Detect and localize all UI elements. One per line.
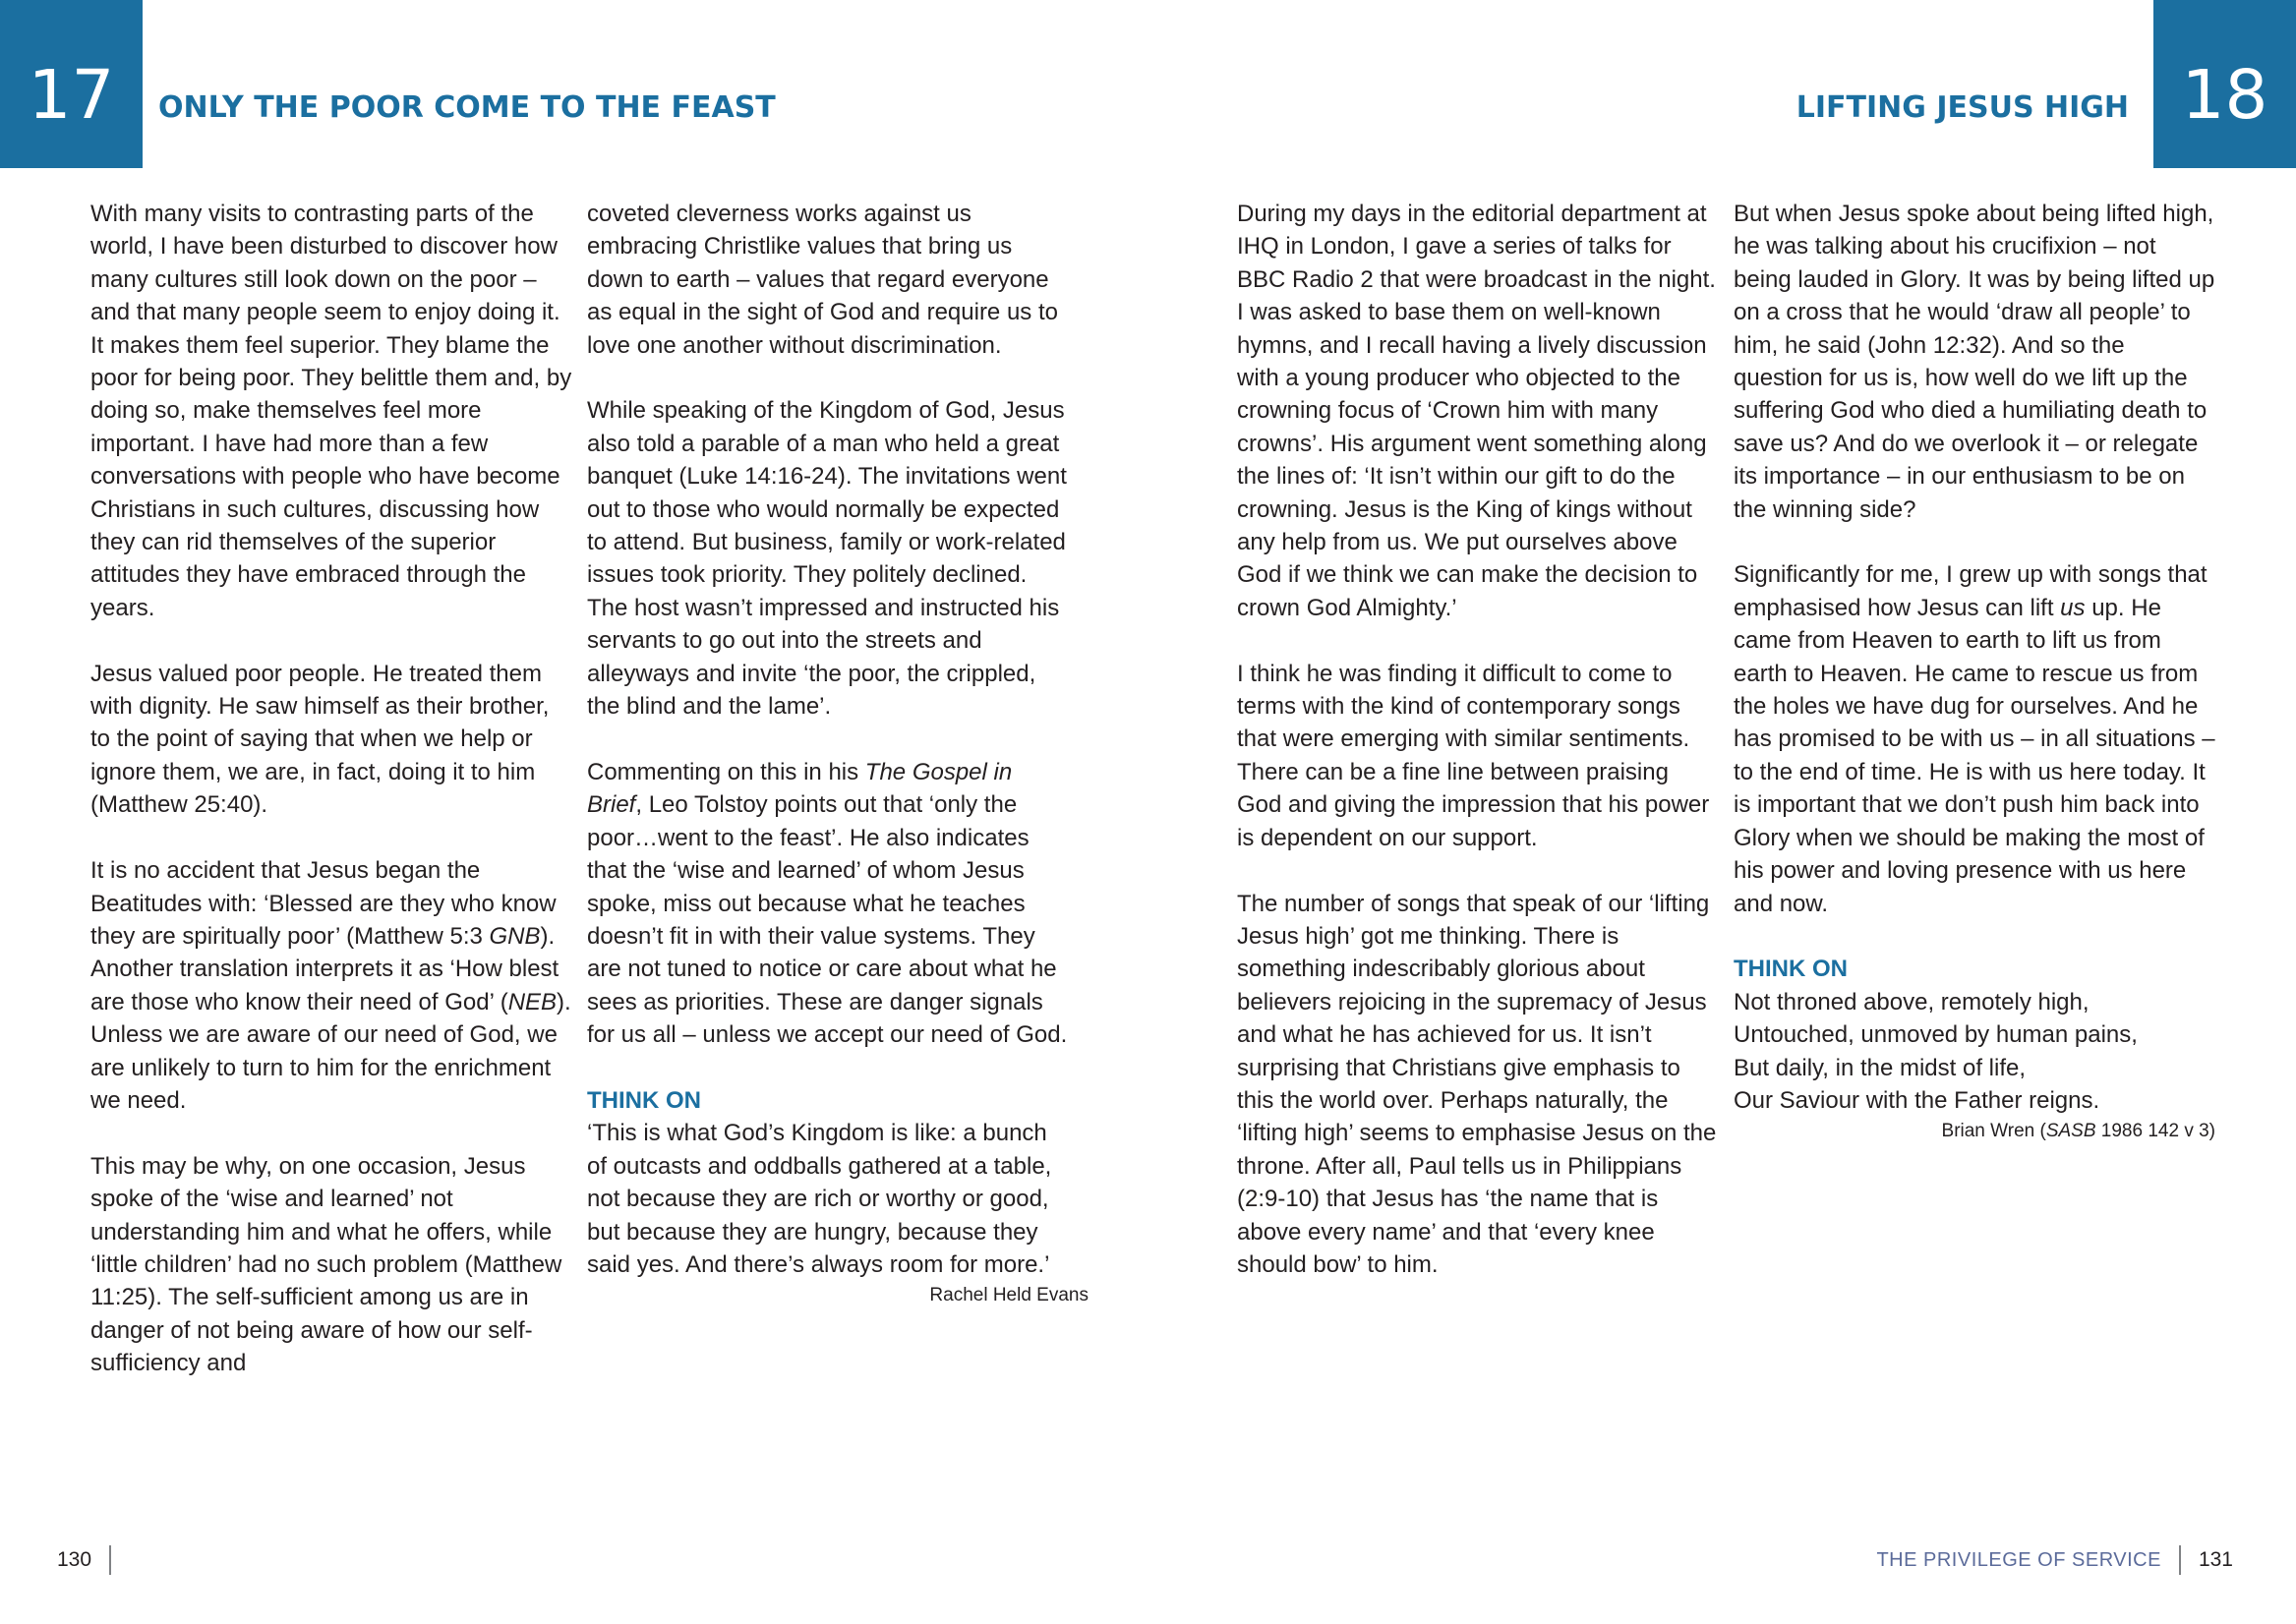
footer-divider (2179, 1545, 2181, 1575)
text-run: , Leo Tolstoy points out that ‘only the poor…went to the feast’. He also indicates that the ‘wise and learned’ of whom Jesus spoke, miss out because what he teaches doesn’t fit in with their value systems. They are not tuned to notice or care about what he sees as priorities. These are danger signals for us all – unless we accept our need of God. (587, 791, 1068, 1049)
verse-line: Not throned above, remotely high, (1734, 988, 2090, 1015)
section-name: THE PRIVILEGE OF SERVICE (1876, 1549, 2161, 1571)
page-title-left: ONLY THE POOR COME TO THE FEAST (158, 90, 776, 125)
text-column-4 (1734, 198, 2215, 1146)
paragraph: Jesus valued poor people. He treated them with dignity. He saw himself as their brother, to the point of saying that when we help or ignore them, we are, in fact, doing it to him (Matthew 25:40). (90, 660, 550, 819)
text-run: Commenting on this in his (587, 758, 865, 785)
page-number: 130 (57, 1548, 92, 1571)
italic-word: us (2060, 594, 2086, 621)
paragraph: This may be why, on one occasion, Jesus spoke of the ‘wise and learned’ not understanding him and what he offers, while ‘little children’ had no such problem (Matthew 11:25). The self-sufficient among us are in danger of not being aware of how our self-sufficiency and (90, 1152, 562, 1377)
text-column-1 (90, 198, 572, 1413)
italic-abbrev: SASB (2045, 1121, 2096, 1142)
paragraph: coveted cleverness works against us embracing Christlike values that bring us down to earth – values that regard everyone as equal in the sight of God and require us to love one another without discrimination. (587, 201, 1058, 359)
attribution (1734, 1117, 2215, 1146)
text-run: Brian Wren ( (1941, 1121, 2046, 1142)
paragraph (1734, 558, 2215, 919)
day-number-box-left (0, 0, 143, 168)
italic-abbrev: GNB (489, 922, 541, 950)
paragraph: I think he was finding it difficult to come to terms with the kind of contemporary songs that were emerging with similar sentiments. There can be a fine line between praising God and giving the impression that his power is dependent on our support. (1237, 660, 1710, 851)
text-run: It is no accident that Jesus began the Beatitudes with: ‘Blessed are they who know they are spiritually poor’ (Matthew 5:3 (90, 857, 557, 950)
paragraph: But when Jesus spoke about being lifted high, he was talking about his crucifixion – not being lauded in Glory. It was by being lifted up on a cross that he would ‘draw all people’ to him, he said (John 12:32). And so the question for us is, how well do we lift up the suffering God who died a humiliating death to save us? And do we overlook it – or relegate its importance – in our enthusiasm to be on the winning side? (1734, 201, 2215, 523)
footer-divider (109, 1545, 111, 1575)
hymn-verse (1734, 986, 2215, 1118)
day-number-box-right (2153, 0, 2296, 168)
book-title: The Gospel in Brief (587, 758, 1013, 819)
think-on-heading: THINK ON (1734, 956, 1848, 983)
footer-left (57, 1545, 129, 1575)
paragraph: With many visits to contrasting parts of the world, I have been disturbed to discover how many cultures still look down on the poor – and that many people seem to enjoy doing it. It makes them feel superior. They blame the poor for being poor. They belittle them and, by doing so, make themselves feel more important. I have had more than a few conversations with people who have become Christians in such cultures, discussing how they can rid themselves of the superior attitudes they have embraced through the years. (90, 201, 572, 621)
paragraph: While speaking of the Kingdom of God, Jesus also told a parable of a man who held a great banquet (Luke 14:16-24). The invitations went out to those who would normally be expected to attend. But business, family or work-related issues took priority. They politely declined. The host wasn’t impressed and instructed his servants to go out into the streets and alleyways and invite ‘the poor, the crippled, the blind and the lame’. (587, 397, 1067, 721)
text-run: ). Unless we are aware of our need of God, we are unlikely to turn to him for the enrichment we need. (90, 988, 571, 1114)
text-run: up. He came from Heaven to earth to lift us from earth to Heaven. He came to rescue us from the holes we have dug for ourselves. And he has promised to be with us – in all situations – to the end of time. He is with us here today. It is important that we don’t push him back into Glory when we should be making the most of his power and loving presence with us here and now. (1734, 594, 2215, 917)
paragraph: The number of songs that speak of our ‘lifting Jesus high’ got me thinking. There is something indescribably glorious about believers rejoicing in the supremacy of Jesus and what he has achieved for us. It isn’t surprising that Christians give emphasis to this the world over. Perhaps naturally, the ‘lifting high’ seems to emphasise Jesus on the throne. After all, Paul tells us in Philippians (2:9-10) that Jesus has ‘the name that is above every name’ and that ‘every knee should bow’ to him. (1237, 890, 1717, 1278)
page-title-right: LIFTING JESUS HIGH (1796, 90, 2129, 125)
day-number: 18 (2181, 56, 2268, 135)
page-number: 131 (2198, 1548, 2233, 1571)
footer-right (1876, 1545, 2233, 1575)
paragraph (587, 756, 1069, 1052)
think-on-heading: THINK ON (587, 1086, 701, 1114)
italic-abbrev: NEB (507, 988, 558, 1015)
attribution: Rachel Held Evans (929, 1285, 1089, 1306)
paragraph (90, 854, 572, 1117)
text-run: Significantly for me, I grew up with songs that emphasised how Jesus can lift (1734, 561, 2208, 621)
text-column-3 (1237, 198, 1719, 1314)
verse-line: Untouched, unmoved by human pains, (1734, 1021, 2138, 1049)
verse-line: But daily, in the midst of life, (1734, 1054, 2027, 1081)
text-column-2 (587, 198, 1089, 1310)
verse-line: Our Saviour with the Father reigns. (1734, 1086, 2100, 1114)
text-run: ). Another translation interprets it as ‘How blest are those who know their need of God’ ( (90, 922, 559, 1015)
day-number: 17 (28, 56, 115, 135)
text-run: 1986 142 v 3) (2095, 1121, 2215, 1142)
paragraph: During my days in the editorial department at IHQ in London, I gave a series of talks for BBC Radio 2 that were broadcast in the night. I was asked to base them on well-known hymns, and I recall having a lively discussion with a young producer who objected to the crowning focus of ‘Crown him with many crowns’. His argument went something along the lines of: ‘It isn’t within our gift to do the crowning. Jesus is the King of kings without any help from us. We put ourselves above God if we think we can make the decision to crown God Almighty.’ (1237, 201, 1716, 621)
quote: ‘This is what God’s Kingdom is like: a bunch of outcasts and oddballs gathered at a table, not because they are rich or worthy or good, but because they are hungry, because they said yes. And there’s always room for more.’ (587, 1120, 1052, 1278)
